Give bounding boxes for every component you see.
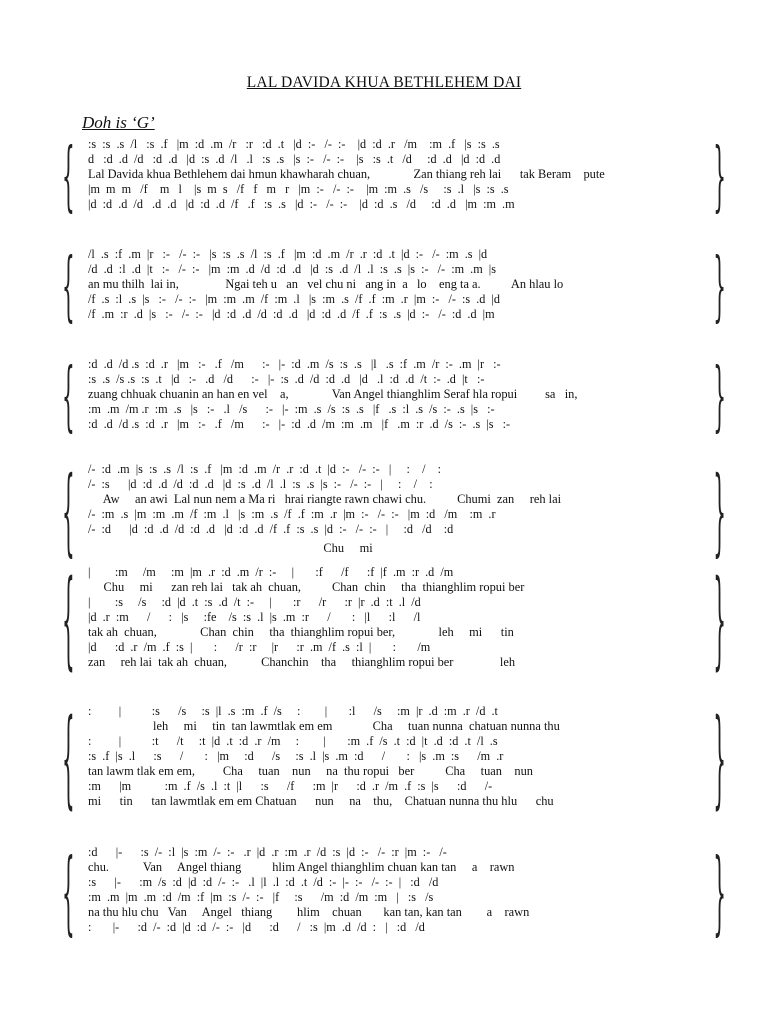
notation-line: :s .s /s .s :s .t |d :- .d /d :- |- :s .d /d :d .d |d .l :d .d /t :- .d |t :- xyxy=(88,372,485,386)
lyric-line: leh mi tin tan lawmtlak em em Cha tuan nunna chatuan nunna thu xyxy=(88,719,560,733)
notation-line: /l .s :f .m |r :- /- :- |s :s .s /l :s .f |m :d .m /r .r :d .t |d :- /- :m .s |d xyxy=(88,247,488,261)
lyric-line: mi tin tan lawmtlak em em Chatuan nun na thu, Chatuan nunna thu hlu chu xyxy=(88,794,554,808)
key-signature: Doh is ‘G’ xyxy=(82,113,155,132)
score-system xyxy=(60,835,726,946)
lyric-line: zan reh lai tak ah chuan, Chanchin tha thianghlim ropui ber leh xyxy=(88,655,516,669)
lyric-line: Aw an awi Lal nun nem a Ma ri hrai riangte rawn chawi chu. Chumi zan reh lai xyxy=(88,492,562,506)
lyric-line: zuang chhuak chuanin an han en vel a, Van Angel thianghlim Seraf hla ropui sa in, xyxy=(88,387,578,401)
score-system xyxy=(60,129,726,221)
system-brace-right: } xyxy=(713,452,726,567)
system-brace-left: { xyxy=(62,693,75,821)
system-brace-left: { xyxy=(62,554,75,682)
system-brace-right: } xyxy=(713,129,726,221)
notation-line: | :m /m :m |m .r :d .m /r :- | :f /f :f |f .m :r .d /m xyxy=(88,565,454,579)
notation-line: :d .d /d .s :d .r |m :- .f /m :- |- :d .d /m :m .m |f .m :r .d /s :- .s |s :- xyxy=(88,417,511,431)
lyric-line: tak ah chuan, Chan chin tha thianghlim ropui ber, leh mi tin xyxy=(88,625,514,639)
notation-line: |m m m /f m l |s m s /f f m r |m :- /- :- |m :m .s /s :s .l |s :s .s xyxy=(88,182,509,196)
notation-line: /d .d :l .d |t :- /- :- |m :m .d /d :d .d |d :s .d /l .l :s .s |s :- /- :m .m |s xyxy=(88,262,496,276)
notation-line: :d .d /d .s :d .r |m :- .f /m :- |- :d .m /s :s .s |l .s :f .m /r :- .m |r :- xyxy=(88,357,501,371)
notation-line: |d :d .d /d .d .d |d :d .d /f .f :s .s |d :- /- :- |d :d .s /d :d .d |m :m .m xyxy=(88,197,515,211)
notation-line: d :d .d /d :d .d |d :s .d /l .l :s .s |s :- /- :- |s :s .t /d :d .d |d :d .d xyxy=(88,152,501,166)
score-system xyxy=(60,349,726,441)
lyric-line: Lal Davida khua Bethlehem dai hmun khawharah chuan, Zan thiang reh lai tak Beram pute xyxy=(88,167,605,181)
score-system xyxy=(60,693,726,821)
song-title: LAL DAVIDA KHUA BETHLEHEM DAI xyxy=(246,74,522,91)
notation-line: :m |m :m .f /s .l :t |l :s /f :m |r :d .r /m .f :s |s :d /- xyxy=(88,779,493,793)
notation-line: | :s /s :d |d .t :s .d /t :- | :r /r :r |r .d :t .l /d xyxy=(88,595,421,609)
system-brace-left: { xyxy=(62,129,75,221)
notation-line: : | :t /t :t |d .t :d .r /m : | :m .f /s .t :d |t .d :d .t /l .s xyxy=(88,734,498,748)
notation-line: :s :s .s /l :s .f |m :d .m /r :r :d .t |d :- /- :- |d :d .r /m :m .f |s :s .s xyxy=(88,137,500,151)
notation-line: :d |- :s /- :l |s :m /- :- .r |d .r :m .r /d :s |d :- /- :r |m :- /- xyxy=(88,845,447,859)
notation-line: /- :s |d :d .d /d :d .d |d :s .d /l .l :s .s |s :- /- :- | : / : xyxy=(88,477,433,491)
notation-line: /f .s :l .s |s :- /- :- |m :m .m /f :m .l |s :m .s /f .f :m .r |m :- /- :s .d |d xyxy=(88,292,501,306)
lyric-line: na thu hlu chu Van Angel thiang hlim chuan kan tan, kan tan a rawn xyxy=(88,905,530,919)
lyric-line: chu. Van Angel thiang hlim Angel thianghlim chuan kan tan a rawn xyxy=(88,860,515,874)
notation-line: :s .f |s .l :s / : |m :d /s :s .l |s .m :d / : |s .m :s /m .r xyxy=(88,749,504,763)
notation-line: |d :d .r /m .f :s | : /r :r |r :r .m /f .s :l | : /m xyxy=(88,640,431,654)
notation-line: :s |- :m /s :d |d :d /- :- .l |l .l :d .t /d :- |- :- /- :- | :d /d xyxy=(88,875,439,889)
system-brace-left: { xyxy=(62,239,75,331)
notation-line: :m .m /m .r :m .s |s :- .l /s :- |- :m .s /s :s .s |f .s :l .s /s :- .s |s :- xyxy=(88,402,495,416)
notation-line: :m .m |m .m :d /m :f |m :s /- :- |f :s /m :d /m :m | :s /s xyxy=(88,890,434,904)
lyric-line: Chu mi zan reh lai tak ah chuan, Chan chin tha thianghlim ropui ber xyxy=(88,580,525,594)
notation-line: /f .m :r .d |s :- /- :- |d :d .d /d :d .d |d :d .d /f .f :s .s |d :- /- :d .d |m xyxy=(88,307,495,321)
score-system xyxy=(60,554,726,682)
score-system xyxy=(60,452,726,567)
lyric-line: tan lawm tlak em em, Cha tuan nun na thu ropui ber Cha tuan nun xyxy=(88,764,533,778)
system-brace-right: } xyxy=(713,554,726,682)
score-system xyxy=(60,239,726,331)
system-brace-right: } xyxy=(713,239,726,331)
notation-line: |d .r :m / : |s :fe /s :s .l |s .m :r / : |l :l /l xyxy=(88,610,421,624)
system-brace-left: { xyxy=(62,452,75,567)
notation-line: : | :s /s :s |l .s :m .f /s : | :l /s :m |r .d :m .r /d .t xyxy=(88,704,498,718)
system-brace-left: { xyxy=(62,835,75,946)
system-brace-left: { xyxy=(62,349,75,441)
notation-line: : |- :d /- :d |d :d /- :- |d :d / :s |m .d /d : | :d /d xyxy=(88,920,425,934)
system-brace-right: } xyxy=(713,835,726,946)
lyric-line: an mu thilh lai in, Ngai teh u an vel chu ni ang in a lo eng ta a. An hlau lo xyxy=(88,277,564,291)
system-brace-right: } xyxy=(713,693,726,821)
notation-line: /- :m .s |m :m .m /f :m .l |s :m .s /f .f :m .r |m :- /- :- |m :d /m :m .r xyxy=(88,507,496,521)
system-brace-right: } xyxy=(713,349,726,441)
lyric-line: Chu mi xyxy=(88,541,373,555)
notation-line: /- :d .m |s :s .s /l :s .f |m :d .m /r .r :d .t |d :- /- :- | : / : xyxy=(88,462,442,476)
notation-line: /- :d |d :d .d /d :d .d |d :d .d /f .f :s .s |d :- /- :- | :d /d :d xyxy=(88,522,454,536)
